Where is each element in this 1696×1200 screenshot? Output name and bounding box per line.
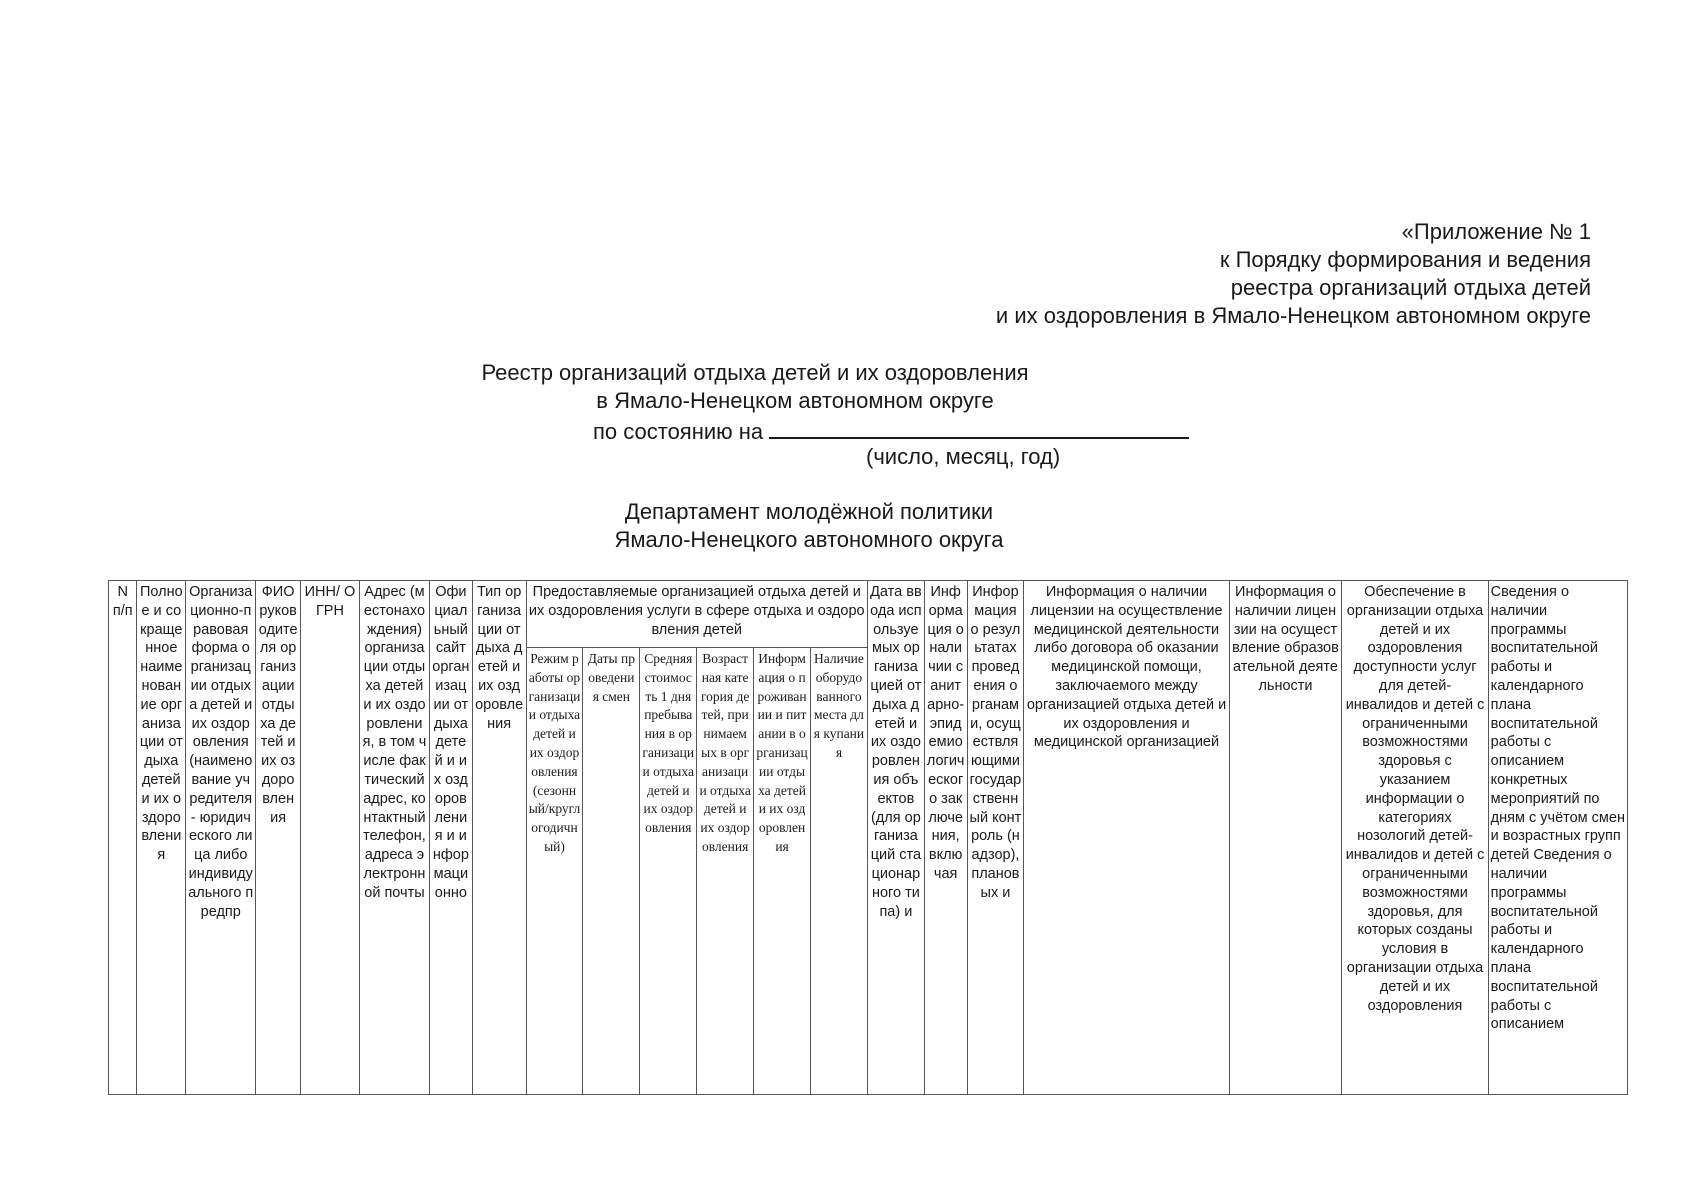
column-header-address: Адрес (местонахождения) организации отдыха детей и их оздоровления, в том числе фактический адрес, контактный телефон, адреса электронной почты [359,581,429,1095]
column-header-daily-cost: Средняя стоимость 1 дня пребывания в организации отдыха детей и их оздоровления [640,648,697,1095]
document-title: Реестр организаций отдыха детей и их оздоровления [481,360,1029,385]
department-name: Департамент молодёжной политики [624,499,994,524]
column-header-number: N п/п [109,581,137,1095]
appendix-note [791,218,1591,330]
appendix-line: реестра организаций отдыха детей [1230,275,1591,300]
column-header-shift-dates: Даты проведения смен [583,648,640,1095]
appendix-line: «Приложение № 1 [1401,219,1591,244]
column-group-header-services: Предоставляемые организацией отдыха детей и их оздоровления услуги в сфере отдыха и оздоровления детей [526,581,867,648]
column-header-educational-program: Сведения о наличии программы воспитательной работы и календарного плана воспитательной работы с описанием конкретных мероприятий по дням с учётом смен и возрастных групп детей Сведения о наличии программы воспитательной работы и календарного плана воспитательной работы с описанием [1488,581,1627,1095]
column-header-commissioning-date: Дата ввода используемых организацией отдыха детей и их оздоровления объектов (для организаций стационарного типа) и [867,581,924,1095]
column-header-accessibility: Обеспечение в организации отдыха детей и их оздоровления доступности услуг для детей-инвалидов и детей с ограниченными возможностями здоровья с указанием информации о категориях нозологий детей-инвалидов и детей с ограниченными возможностями здоровья, для которых созданы условия в организации отдыха детей и их оздоровления [1342,581,1488,1095]
column-header-work-mode: Режим работы организации отдыха детей и их оздоровления (сезонный/круглогодичный) [526,648,583,1095]
column-header-age-category: Возрастная категория детей, принимаемых в организации отдыха детей и их оздоровления [697,648,754,1095]
document-title-line2: в Ямало-Ненецком автономном округе [596,388,994,413]
column-header-accommodation: Информация о проживании и питании в организации отдыха детей и их оздоровления [754,648,811,1095]
column-header-inn-ogrn: ИНН/ ОГРН [301,581,360,1095]
column-header-org-type: Тип организации отдыха детей и их оздоровления [472,581,526,1095]
header-row [109,581,1628,648]
department-name-line2: Ямало-Ненецкого автономного округа [614,527,1004,552]
column-header-legal-form: Организационно-правовая форма организации отдыха детей и их оздоровления (наименование учредителя - юридического лица либо индивидуального предпр [186,581,256,1095]
appendix-line: и их оздоровления в Ямало-Ненецком автономном округе [995,303,1591,328]
column-header-director: ФИО руководителя организации отдыха детей и их оздоровления [256,581,301,1095]
column-header-swimming-place: Наличие оборудованного места для купания [810,648,867,1095]
as-of-label: по состоянию на [593,419,764,444]
column-header-full-name: Полное и сокращенное наименование организации отдыха детей и их оздоровления [137,581,186,1095]
column-header-sanitary-conclusion: Информация о наличии санитарно-эпидемиологического заключения, включая [924,581,967,1095]
column-header-medical-license: Информация о наличии лицензии на осуществление медицинской деятельности либо договора об оказании медицинской помощи, заключаемого между организацией отдыха детей и их оздоровления и медицинской организацией [1024,581,1229,1095]
registry-table [108,580,1628,1095]
appendix-line: к Порядку формирования и ведения [1219,247,1591,272]
as-of-row [593,415,1189,446]
column-header-inspection-results: Информация о результатах проведения органами, осуществляющими государственный контроль (надзор), плановых и [967,581,1024,1095]
date-hint: (число, месяц, год) [866,444,1061,469]
column-header-website: Официальный сайт организации отдыха детей и их оздоровления и информационно [430,581,473,1095]
date-blank-field[interactable] [769,415,1189,439]
column-header-education-license: Информация о наличии лицензии на осуществление образовательной деятельности [1229,581,1342,1095]
